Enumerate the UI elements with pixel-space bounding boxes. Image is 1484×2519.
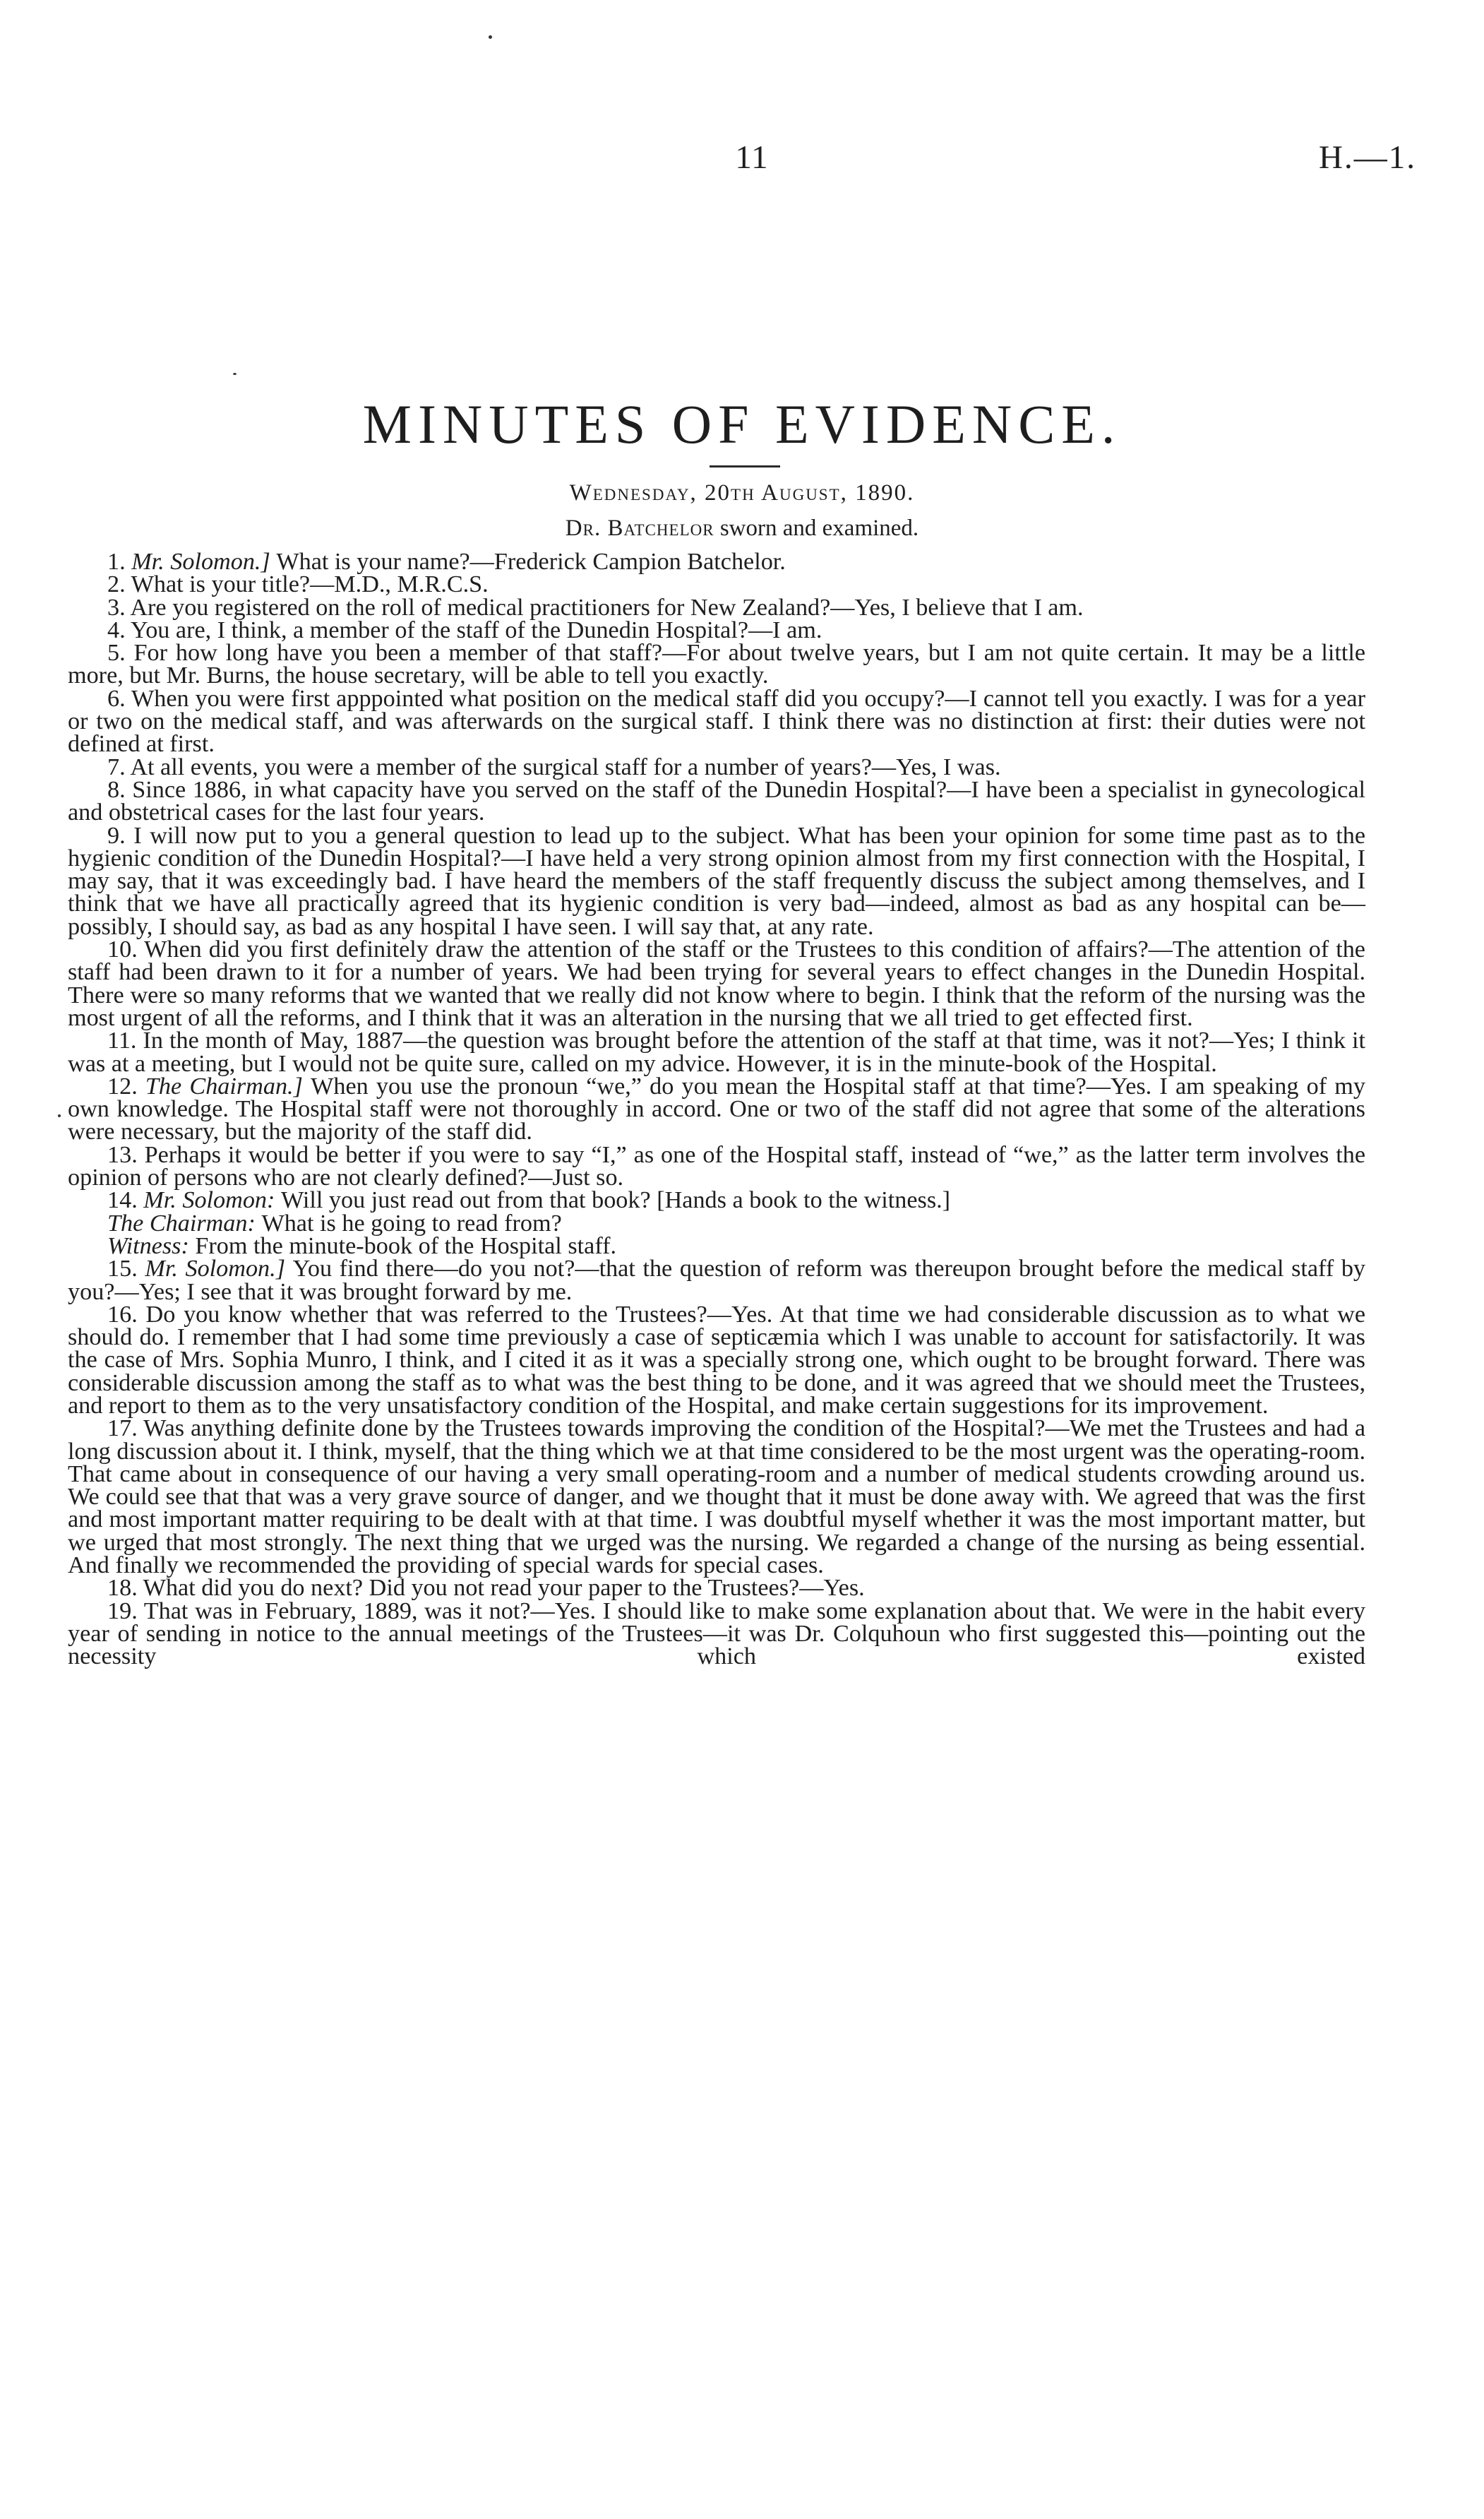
question-number: 7. [107, 754, 131, 780]
question-number: 16. [107, 1301, 146, 1328]
witness-status: sworn and examined. [719, 516, 919, 541]
evidence-paragraph [68, 1232, 1365, 1259]
paragraph-text: At all events, you were a member of the surgical staff for a number of years?—Yes, I was. [130, 754, 1001, 780]
evidence-paragraph [68, 756, 1365, 779]
paragraph-text: Since 1886, in what capacity have you served on the staff of the Dunedin Hospital?—I have been a specialist in gynecological and obstetrical cases for the last four years. [68, 776, 1365, 826]
question-number: 17. [107, 1415, 144, 1442]
evidence-paragraph [68, 1210, 1365, 1237]
question-number: 9. [107, 822, 134, 849]
paragraph-text: When you use the pronoun “we,” do you mean the Hospital staff at that time?—Yes. I am speaking of my own knowledge. The Hospital staff were not thoroughly in accord. One or two of the staff did not agree that some of the alterations were necessary, but the majority of the staff did. [68, 1073, 1365, 1145]
speaker-label: Mr. Solomon: [143, 1187, 281, 1214]
paragraph-text: Will you just read out from that book? [Hands a book to the witness.] [280, 1187, 951, 1214]
question-number: 6. [107, 685, 131, 712]
paragraph-text: That was in February, 1889, was it not?—Yes. I should like to make some explanation about that. We were in the habit every year of sending in notice to the annual meetings of the Trustees—it was Dr. Colquhoun who first suggested this—pointing out the necessity which existed [68, 1597, 1365, 1670]
evidence-paragraph [68, 619, 1365, 642]
paragraph-text: You find there—do you not?—that the question of reform was thereupon brought before the medical staff by you?—Yes; I see that it was brought forward by me. [68, 1256, 1366, 1305]
paragraph-text: For how long have you been a member of that staff?—For about twelve years, but I am not quite certain. It may be a little more, but Mr. Burns, the house secretary, will be able to tell you exactly. [68, 640, 1366, 689]
paragraph-text: You are, I think, a member of the staff of the Dunedin Hospital?—I am. [130, 617, 822, 643]
evidence-paragraph [68, 1030, 1365, 1076]
speaker-label: Witness: [107, 1232, 196, 1259]
question-number: 10. [107, 936, 145, 963]
paragraph-text: In the month of May, 1887—the question was brought before the attention of the staff at that time, was it not?—Yes; I think it was at a meeting, but I would not be quite sure, called on my advice. However, it is in the minute-book of the Hospital. [68, 1028, 1365, 1077]
evidence-paragraph [68, 594, 1365, 621]
witness-line [0, 516, 1484, 542]
print-speck [233, 373, 237, 375]
paragraph-text: When you were first apppointed what position on the medical staff did you occupy?—I cannot tell you exactly. I was for a year or two on the medical staff, and was afterwards on the surgical staff. I think there was no distinction at first: their duties were not defined at first. [68, 685, 1365, 758]
question-number: 2. [107, 571, 131, 598]
page-number: 11 [735, 139, 769, 176]
question-number: 8. [107, 776, 133, 803]
question-number: 15. [107, 1256, 145, 1282]
evidence-paragraph [68, 936, 1365, 1031]
evidence-paragraph [68, 776, 1365, 826]
evidence-paragraph [68, 1597, 1365, 1670]
evidence-paragraph [68, 1073, 1365, 1145]
question-number: 11. [107, 1028, 143, 1054]
print-speck [489, 35, 492, 39]
question-number: 13. [107, 1141, 145, 1168]
question-number: 18. [107, 1575, 143, 1602]
title-rule [710, 465, 780, 468]
paragraph-text: I will now put to you a general question to lead up to the subject. What has been your opinion for some time past as to the hygienic condition of the Dunedin Hospital?—I have held a very strong opinion almost from my first connection with the Hospital, I may say, that it was exceedingly bad. I have heard the members of the staff frequently discuss the subject among themselves, and I think that we have all practically agreed that its hygienic condition is very bad—indeed, almost as bad as any hospital can be—possibly, I should say, as bad as any hospital I have seen. I will say that, at any rate. [68, 822, 1366, 940]
question-number: 1. [107, 549, 132, 575]
paragraph-text: Perhaps it would be better if you were to say “I,” as one of the Hospital staff, instead of “we,” as the latter term involves the opinion of persons who are not clearly defined?—Just so. [68, 1141, 1366, 1191]
speaker-label: Mr. Solomon.] [131, 549, 277, 575]
evidence-paragraph [68, 1189, 1365, 1212]
evidence-paragraph [68, 822, 1366, 940]
evidence-paragraph [68, 685, 1365, 758]
series-code: H.—1. [1319, 139, 1416, 176]
document-title: MINUTES OF EVIDENCE. [362, 393, 1122, 455]
paragraph-text: What is your name?—Frederick Campion Batchelor. [276, 549, 786, 575]
evidence-paragraph [68, 551, 1365, 573]
question-number: 12. [107, 1073, 145, 1100]
speaker-label: The Chairman: [107, 1210, 262, 1237]
paragraph-text: Are you registered on the roll of medical practitioners for New Zealand?—Yes, I believe that I am. [130, 594, 1084, 621]
sitting-date: Wednesday, 20th August, 1890. [569, 480, 915, 506]
paragraph-text: What did you do next? Did you not read your paper to the Trustees?—Yes. [143, 1575, 865, 1602]
evidence-paragraph [68, 1141, 1366, 1191]
paragraph-text: When did you first definitely draw the attention of the staff or the Trustees to this condition of affairs?—The attention of the staff had been drawn to it for a number of years. We had been trying for several years to effect changes in the Dunedin Hospital. There were so many reforms that we wanted that we really did not know where to begin. I think that the reform of the nursing was the most urgent of all the reforms, and I think that it was an alteration in the nursing that we all tried to get effected first. [68, 936, 1365, 1031]
evidence-paragraph [68, 573, 1365, 596]
evidence-paragraph [68, 642, 1365, 688]
question-number: 3. [107, 594, 131, 621]
evidence-paragraph [68, 1417, 1365, 1577]
paragraph-text: Was anything definite done by the Trustees towards improving the condition of the Hospital?—We met the Trustees and had a long discussion about it. I think, myself, that the thing which we at that time considered to be the most urgent was the operating-room. That came about in consequence of our having a very small operating-room and a number of medical students crowding around us. We could see that that was a very grave source of danger, and we thought that it must be done away with. We agreed that was the first and most important matter requiring to be dealt with at that time. I was doubtful myself whether it was the most important matter, but we urged that most strongly. The next thing that we urged was the nursing. We regarded a change of the nursing as being essential. And finally we recommended the providing of special wards for special cases. [68, 1415, 1365, 1579]
paragraph-text: From the minute-book of the Hospital staff. [195, 1232, 617, 1259]
question-number: 5. [107, 640, 134, 667]
evidence-paragraph [68, 1577, 1365, 1600]
speaker-label: Mr. Solomon.] [145, 1256, 293, 1282]
paragraph-text: What is he going to read from? [261, 1210, 562, 1237]
speaker-label: The Chairman.] [145, 1073, 311, 1100]
question-number: 19. [107, 1597, 144, 1624]
print-speck [58, 1114, 61, 1117]
witness-name: Dr. Batchelor [565, 516, 714, 541]
evidence-paragraph [68, 1301, 1365, 1419]
evidence-body [68, 551, 1365, 1669]
question-number: 4. [107, 617, 131, 643]
paragraph-text: What is your title?—M.D., M.R.C.S. [131, 571, 489, 598]
question-number: 14. [107, 1187, 144, 1214]
evidence-paragraph [68, 1258, 1365, 1304]
paragraph-text: Do you know whether that was referred to the Trustees?—Yes. At that time we had considerable discussion as to what we should do. I remember that I had some time previously a case of septicæmia which I was unable to account for satisfactorily. It was the case of Mrs. Sophia Munro, I think, and I cited it as it was a specially strong one, which ought to be brought forward. There was considerable discussion among the staff as to what was the best thing to be done, and it was agreed that we should meet the Trustees, and report to them as to the very unsatisfactory condition of the Hospital, and make certain suggestions for its improvement. [68, 1301, 1365, 1419]
